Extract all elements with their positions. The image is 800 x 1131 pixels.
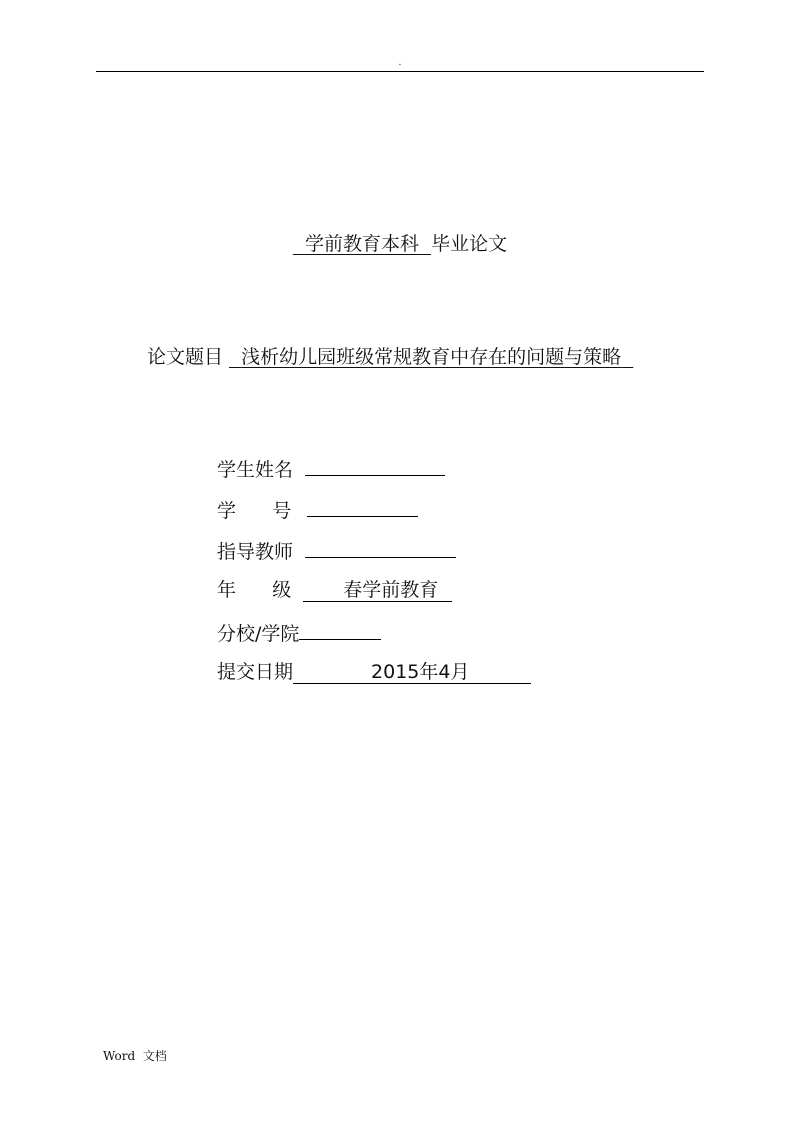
- student-id-blank[interactable]: [307, 494, 418, 517]
- thesis-topic: [147, 343, 633, 371]
- field-advisor: [217, 535, 456, 566]
- advisor-label: 指导教师: [217, 541, 294, 563]
- field-student-id: [217, 494, 418, 525]
- date-value: 2015年4月: [293, 661, 531, 684]
- header-rule: [96, 71, 704, 72]
- header-mark: .: [398, 57, 402, 68]
- branch-label: 分校/学院: [217, 623, 300, 645]
- program-name: 学前教育本科: [304, 233, 419, 255]
- field-branch: [217, 617, 381, 648]
- grade-value: 春学前教育: [303, 579, 452, 602]
- student-id-label: 学 号: [217, 500, 292, 522]
- field-submit-date: [217, 658, 531, 686]
- footer-label: Word 文档: [103, 1049, 167, 1063]
- topic-value: 浅析幼儿园班级常规教育中存在的问题与策略: [241, 346, 622, 368]
- student-name-label: 学生姓名: [217, 459, 294, 481]
- field-student-name: [217, 453, 445, 484]
- grade-label: 年 级: [217, 579, 292, 601]
- cover-title: [0, 230, 800, 258]
- advisor-blank[interactable]: [305, 535, 456, 558]
- date-label: 提交日期: [217, 661, 294, 683]
- branch-blank[interactable]: [299, 617, 381, 640]
- field-grade: [217, 576, 452, 604]
- topic-label: 论文题目: [147, 346, 224, 368]
- title-suffix: 毕业论文: [431, 233, 508, 255]
- student-name-blank[interactable]: [305, 453, 445, 476]
